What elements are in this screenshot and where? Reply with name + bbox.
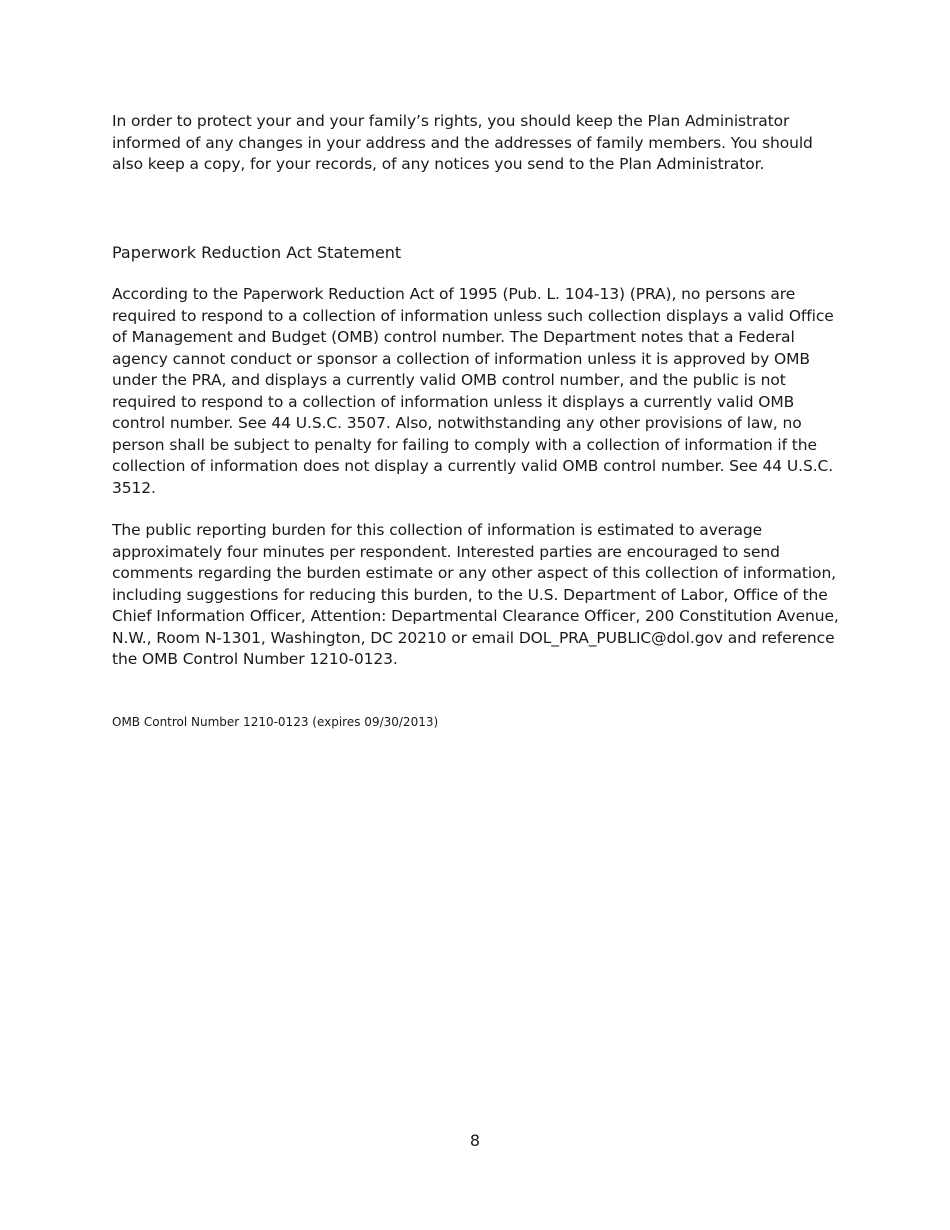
section-heading: Paperwork Reduction Act Statement <box>112 242 402 262</box>
page-content <box>112 111 842 730</box>
burden-paragraph: The public reporting burden for this collection of information is estimated to average approximately four minutes per respondent. Interested parties are encouraged to send comments regarding the burden estimate or any other aspect of this collection of information, including suggestions for reducing this burden, to the U.S. Department of Labor, Office of the Chief Information Officer, Attention: Departmental Clearance Officer, 200 Constitution Avenue, N.W., Room N-1301, Washington, DC 20210 or email DOL_PRA_PUBLIC@dol.gov and reference the OMB Control Number 1210-0123. <box>112 521 839 668</box>
intro-paragraph: In order to protect your and your family’s rights, you should keep the Plan Administrator informed of any changes in your address and the addresses of family members. You should also keep a copy, for your records, of any notices you send to the Plan Administrator. <box>112 112 813 173</box>
omb-control-footnote: OMB Control Number 1210-0123 (expires 09/30/2013) <box>112 714 439 729</box>
pra-paragraph: According to the Paperwork Reduction Act of 1995 (Pub. L. 104-13) (PRA), no persons are required to respond to a collection of information unless such collection displays a valid Office of Management and Budget (OMB) control number. The Department notes that a Federal agency cannot conduct or sponsor a collection of information unless it is approved by OMB under the PRA, and displays a currently valid OMB control number, and the public is not required to respond to a collection of information unless it displays a currently valid OMB control number. See 44 U.S.C. 3507. Also, notwithstanding any other provisions of law, no person shall be subject to penalty for failing to comply with a collection of information if the collection of information does not display a currently valid OMB control number. See 44 U.S.C. 3512. <box>112 285 834 497</box>
page-number: 8 <box>469 1131 481 1150</box>
